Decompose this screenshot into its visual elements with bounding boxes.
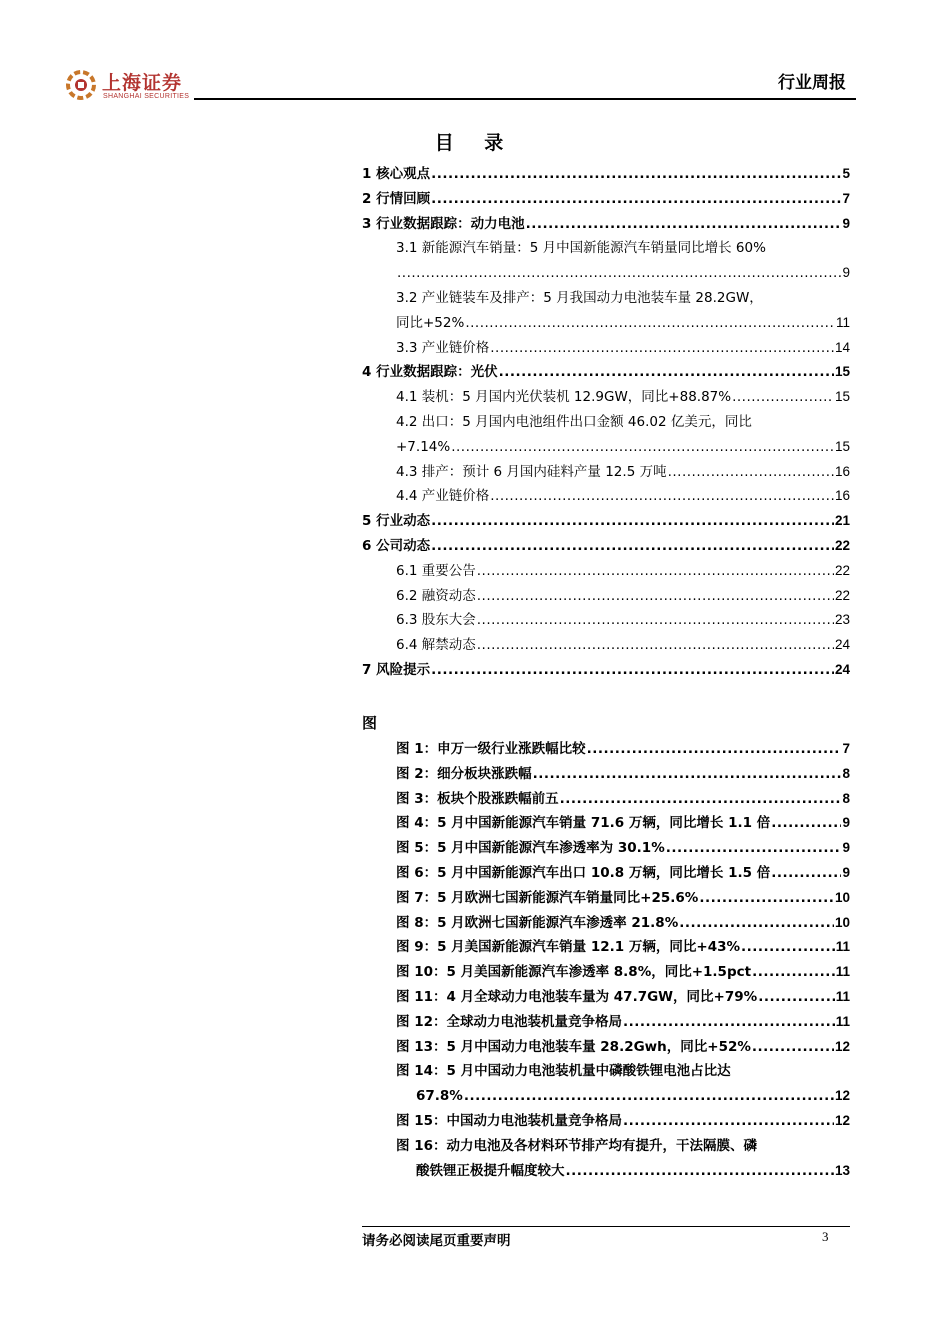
figure-entry[interactable] [362,911,850,936]
toc-entry-title: 图 12：全球动力电池装机量竞争格局 [396,1013,622,1030]
toc-entry[interactable] [362,435,850,460]
figure-entry[interactable] [362,811,850,836]
toc-leader-dots [464,1084,834,1109]
toc-leader-dots [490,336,834,361]
toc-page-number: 12 [834,1112,850,1128]
page-header [0,0,950,110]
table-of-contents [362,162,850,683]
figure-entry[interactable] [362,1159,850,1184]
figure-entry[interactable] [362,1084,850,1109]
toc-page-number: 10 [834,914,850,930]
toc-leader-dots [451,435,834,460]
toc-leader-dots [623,1109,834,1134]
toc-entry-title: 图 8：5 月欧洲七国新能源汽车渗透率 21.8% [396,914,679,931]
toc-leader-dots [431,162,841,187]
toc-leader-dots [560,787,842,812]
toc-entry-title: 图 10：5 月美国新能源汽车渗透率 8.8%，同比+1.5pct [396,964,752,981]
toc-entry-title: 图 4：5 月中国新能源汽车销量 71.6 万辆，同比增长 1.1 倍 [396,815,771,832]
toc-entry[interactable] [362,261,850,286]
toc-entry-title: 图 7：5 月欧洲七国新能源汽车销量同比+25.6% [396,889,699,906]
toc-entry-title: 图 11：4 月全球动力电池装车量为 47.7GW，同比+79% [396,988,758,1005]
toc-entry-title: 图 9：5 月美国新能源汽车销量 12.1 万辆，同比+43% [396,939,741,956]
list-of-figures [362,737,850,1183]
toc-entry-title: 6.4 解禁动态 [396,637,476,654]
toc-page-number: 22 [834,562,850,578]
toc-entry[interactable] [362,360,850,385]
toc-leader-dots [431,509,834,534]
toc-entry-title: 4 行业数据跟踪：光伏 [362,364,498,381]
figure-entry[interactable] [362,762,850,787]
toc-leader-dots [431,187,841,212]
toc-leader-dots [490,484,834,509]
toc-page-number: 24 [834,637,850,653]
toc-page-number: 11 [835,1013,850,1029]
toc-entry-title: +7.14% [396,438,451,455]
toc-entry[interactable] [362,336,850,361]
toc-entry-title-line: 3.1 新能源汽车销量：5 月中国新能源汽车销量同比增长 60% [396,240,766,257]
toc-entry[interactable] [362,509,850,534]
report-type: 行业周报 [778,73,846,93]
toc-page-number: 8 [842,790,850,806]
toc-page-number: 16 [834,463,850,479]
toc-entry-title: 图 13：5 月中国动力电池装车量 28.2Gwh，同比+52% [396,1038,751,1055]
toc-entry[interactable] [362,484,850,509]
toc-entry-title: 图 6：5 月中国新能源汽车出口 10.8 万辆，同比增长 1.5 倍 [396,864,771,881]
toc-entry-title: 67.8% [416,1088,463,1105]
toc-page-number: 9 [842,265,850,281]
figure-entry[interactable] [362,886,850,911]
toc-page-number: 16 [834,488,850,504]
toc-page-number: 11 [835,964,850,980]
toc-leader-dots [758,985,835,1010]
toc-entry-title-line: 4.2 出口：5 月国内电池组件出口金额 46.02 亿美元，同比 [396,413,752,430]
toc-entry[interactable] [362,385,850,410]
toc-leader-dots [397,261,841,286]
toc-page-number: 15 [834,389,850,405]
figure-entry[interactable] [362,861,850,886]
toc-entry-title: 4.1 装机：5 月国内光伏装机 12.9GW，同比+88.87% [396,389,732,406]
toc-entry-title: 酸铁锂正极提升幅度较大 [416,1162,565,1179]
toc-page-number: 9 [842,215,850,231]
toc-page-number: 23 [834,612,850,628]
toc-leader-dots [699,886,834,911]
toc-entry[interactable] [362,559,850,584]
toc-leader-dots [587,737,842,762]
toc-leader-dots [623,1010,835,1035]
toc-page-number: 24 [834,661,850,677]
footer-disclaimer: 请务必阅读尾页重要声明 [362,1233,511,1249]
toc-page-number: 10 [834,889,850,905]
toc-entry-title: 6.3 股东大会 [396,612,476,629]
toc-entry-title: 图 5：5 月中国新能源汽车渗透率为 30.1% [396,840,665,857]
toc-page-number: 21 [834,513,850,529]
logo [66,68,190,108]
toc-leader-dots [668,460,834,485]
toc-entry[interactable] [362,534,850,559]
figure-entry[interactable] [362,1010,850,1035]
toc-page-number: 5 [842,166,850,181]
toc-entry-title: 3.3 产业链价格 [396,339,490,356]
toc-page-number: 15 [834,364,850,380]
toc-entry-title: 2 行情回顾 [362,190,431,207]
figure-entry[interactable] [362,1035,850,1060]
toc-entry-title: 3 行业数据跟踪：动力电池 [362,215,525,232]
toc-entry-title: 同比+52% [396,314,465,331]
figure-entry[interactable] [362,737,850,762]
figure-entry-title-line: 图 16：动力电池及各材料环节排产均有提升，干法隔膜、磷 [396,1137,757,1154]
toc-entry[interactable] [362,311,850,336]
toc-entry[interactable] [362,187,850,212]
toc-page-number: 12 [834,1038,850,1054]
figure-entry[interactable] [362,985,850,1010]
toc-leader-dots [771,861,841,886]
page-number: 3 [822,1229,829,1244]
figure-entry[interactable] [362,836,850,861]
toc-entry-title: 6 公司动态 [362,537,431,554]
toc-leader-dots [499,360,834,385]
toc-page-number: 9 [842,864,850,880]
toc-entry[interactable] [362,162,850,187]
toc-leader-dots [431,534,834,559]
toc-entry-title: 图 15：中国动力电池装机量竞争格局 [396,1112,622,1129]
toc-page-number: 9 [842,815,850,831]
figure-entry[interactable] [362,935,850,960]
toc-entry-title: 6.1 重要公告 [396,562,476,579]
toc-leader-dots [477,633,834,658]
toc-entry-title: 6.2 融资动态 [396,587,476,604]
toc-entry[interactable] [362,633,850,658]
toc-page-number: 7 [842,190,850,206]
toc-page-number: 13 [834,1162,850,1178]
toc-entry-title: 图 3：板块个股涨跌幅前五 [396,790,559,807]
figure-entry[interactable] [362,960,850,985]
logo-mark-icon [66,70,96,100]
logo-text-cn: 上海证券 [102,72,183,94]
toc-leader-dots [752,960,835,985]
toc-leader-dots [666,836,842,861]
toc-entry[interactable] [362,658,850,683]
toc-title: 目 录 [434,132,516,154]
toc-leader-dots [477,559,834,584]
toc-leader-dots [566,1159,834,1184]
toc-entry-title: 4.3 排产：预计 6 月国内硅料产量 12.5 万吨 [396,463,667,480]
toc-leader-dots [732,385,834,410]
toc-page-number: 14 [834,339,850,355]
toc-leader-dots [526,212,842,237]
toc-entry[interactable] [362,608,850,633]
toc-leader-dots [771,811,841,836]
toc-leader-dots [752,1035,834,1060]
footer-divider [362,1226,850,1227]
toc-page-number: 15 [834,438,850,454]
toc-page-number: 11 [835,939,850,955]
toc-page-number: 11 [835,988,850,1004]
toc-page-number: 11 [835,314,850,330]
toc-entry-title: 5 行业动态 [362,513,431,530]
toc-leader-dots [477,584,834,609]
toc-entry-title: 1 核心观点 [362,166,431,182]
toc-entry-title: 图 2：细分板块涨跌幅 [396,765,532,782]
figure-entry[interactable] [362,787,850,812]
toc-leader-dots [431,658,834,683]
toc-leader-dots [465,311,835,336]
toc-entry-title: 图 1：申万一级行业涨跌幅比较 [396,741,586,757]
toc-page-number: 22 [834,537,850,553]
toc-entry-title: 7 风险提示 [362,661,431,678]
logo-text-en: SHANGHAI SECURITIES [103,93,190,100]
toc-entry-title-line: 3.2 产业链装车及排产：5 月我国动力电池装车量 28.2GW， [396,289,763,306]
toc-entry[interactable] [362,584,850,609]
figure-entry[interactable] [362,1109,850,1134]
toc-entry[interactable] [362,212,850,237]
figures-heading: 图 [362,714,378,732]
toc-leader-dots [679,911,834,936]
toc-page-number: 7 [842,741,850,756]
toc-leader-dots [533,762,842,787]
toc-page-number: 9 [842,840,850,856]
toc-page-number: 8 [842,765,850,781]
toc-leader-dots [477,608,834,633]
toc-page-number: 12 [834,1088,850,1104]
toc-page-number: 22 [834,587,850,603]
figure-entry-title-line: 图 14：5 月中国动力电池装机量中磷酸铁锂电池占比达 [396,1063,731,1080]
header-divider [194,98,856,100]
toc-entry-title: 4.4 产业链价格 [396,488,490,505]
toc-entry[interactable] [362,460,850,485]
toc-leader-dots [741,935,835,960]
